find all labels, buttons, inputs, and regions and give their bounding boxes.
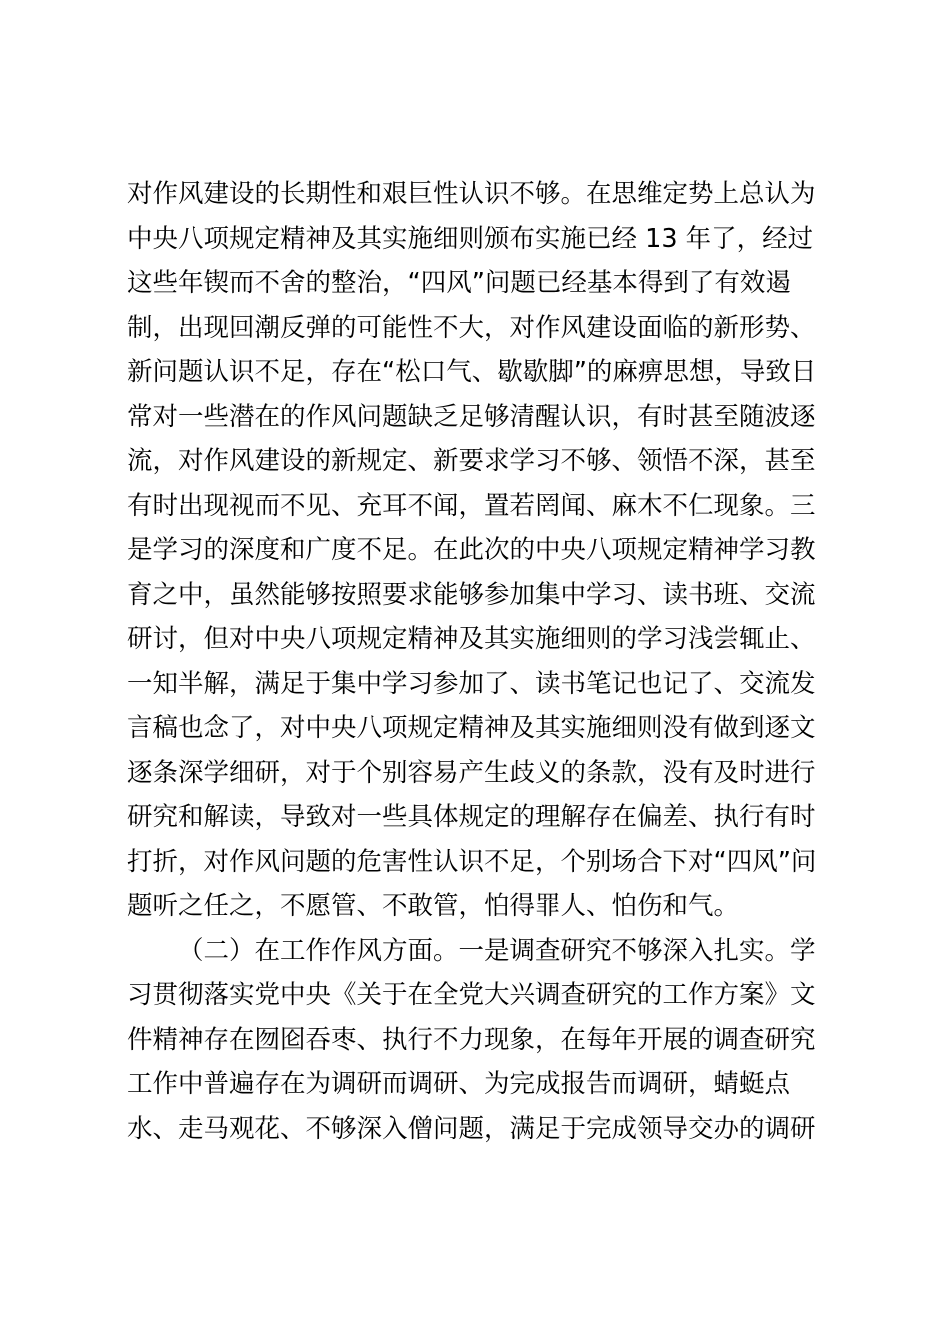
text-line-14: 逐条深学细研，对于个别容易产生歧义的条款，没有及时进行 — [127, 757, 816, 788]
text-line-15: 研究和解读，导致对一些具体规定的理解存在偏差、执行有时 — [127, 802, 816, 832]
text-line-10: 育之中，虽然能够按照要求能够参加集中学习、读书班、交流 — [127, 579, 816, 610]
text-line-9: 是学习的深度和广度不足。在此次的中央八项规定精神学习教 — [127, 535, 816, 565]
body-text — [127, 172, 827, 1151]
text-line-19: 习贯彻落实党中央《关于在全党大兴调查研究的工作方案》文 — [127, 980, 816, 1010]
text-line-13: 言稿也念了，对中央八项规定精神及其实施细则没有做到逐文 — [127, 713, 816, 743]
text-line-8: 有时出现视而不见、充耳不闻，置若罔闻、麻木不仁现象。三 — [127, 490, 816, 521]
text-line-21: 工作中普遍存在为调研而调研、为完成报告而调研，蜻蜓点 — [127, 1069, 791, 1099]
text-line-1: 对作风建设的长期性和艰巨性认识不够。在思维定势上总认为 — [127, 179, 816, 209]
text-line-7: 流，对作风建设的新规定、新要求学习不够、领悟不深，甚至 — [127, 446, 816, 476]
text-line-2: 中央八项规定精神及其实施细则颁布实施已经 13 年了，经过 — [127, 223, 814, 254]
text-line-5: 新问题认识不足，存在“松口气、歇歇脚”的麻痹思想，导致日 — [127, 357, 817, 387]
text-line-20: 件精神存在囫囵吞枣、执行不力现象，在每年开展的调查研究 — [127, 1024, 816, 1055]
text-line-12: 一知半解，满足于集中学习参加了、读书笔记也记了、交流发 — [127, 668, 816, 699]
text-line-16: 打折，对作风问题的危害性认识不足，个别场合下对“四风”问 — [127, 846, 817, 877]
text-line-18-paragraph-start: （二）在工作作风方面。一是调查研究不够深入扎实。学 — [178, 935, 816, 966]
text-line-3: 这些年锲而不舍的整治，“四风”问题已经基本得到了有效遏 — [127, 268, 791, 298]
text-line-6: 常对一些潜在的作风问题缺乏足够清醒认识，有时甚至随波逐 — [127, 401, 816, 432]
text-line-4: 制，出现回潮反弹的可能性不大，对作风建设面临的新形势、 — [127, 312, 816, 343]
text-line-11: 研讨，但对中央八项规定精神及其实施细则的学习浅尝辄止、 — [127, 624, 816, 654]
text-line-17: 题听之任之，不愿管、不敢管，怕得罪人、怕伤和气。 — [127, 891, 740, 921]
text-line-22: 水、走马观花、不够深入僧问题，满足于完成领导交办的调研 — [127, 1113, 816, 1144]
